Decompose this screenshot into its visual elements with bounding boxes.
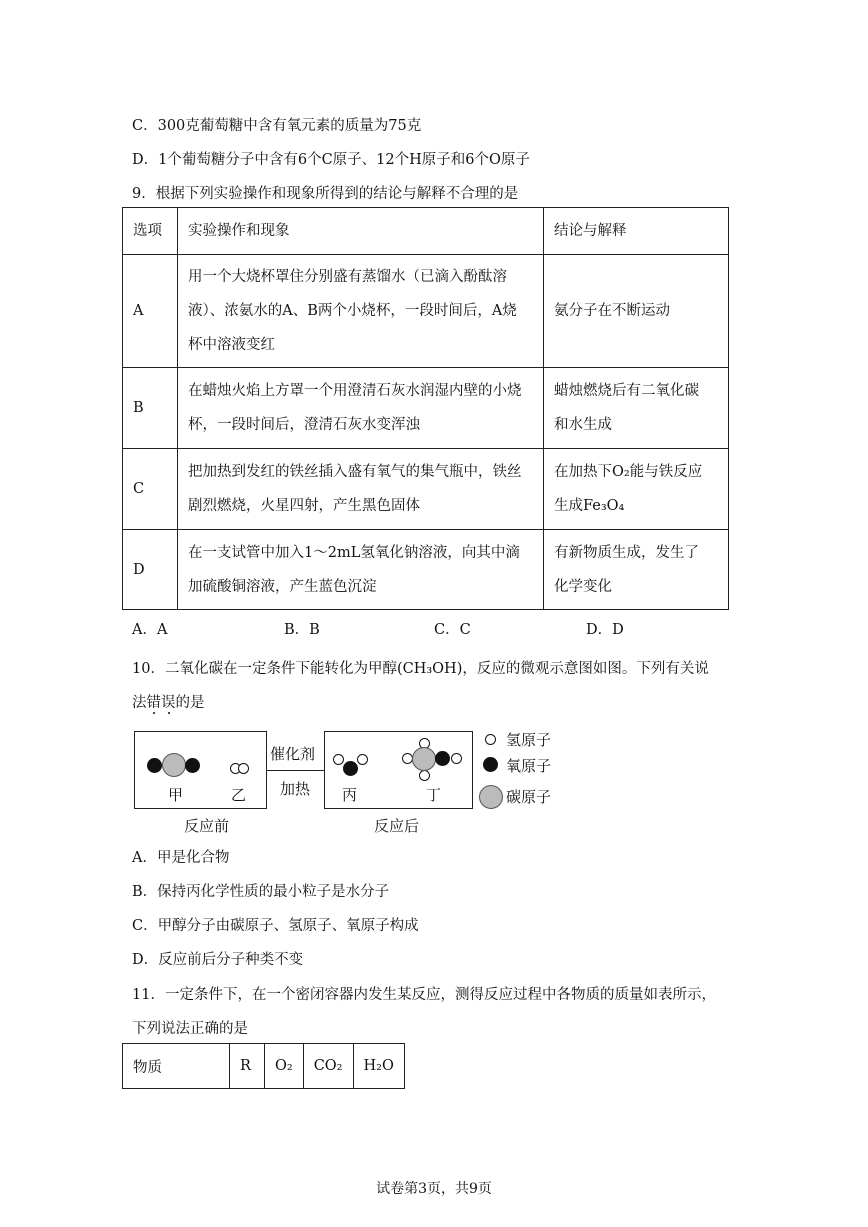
q9-choice-d: D．D — [586, 622, 624, 638]
oxygen-atom — [343, 761, 358, 776]
q9-row-option: C — [123, 449, 178, 530]
q11-stem-line1: 11．一定条件下，在一个密闭容器内发生某反应，测得反应过程中各物质的质量如表所示， — [132, 987, 716, 1003]
page-footer: 试卷第3页，共9页 — [376, 1181, 492, 1197]
q9-op-line: 加硫酸铜溶液，产生蓝色沉淀 — [188, 578, 377, 595]
q9-header-operation: 实验操作和现象 — [178, 208, 544, 255]
q9-header-row — [123, 208, 729, 255]
q9-op-line: 杯，一段时间后，澄清石灰水变浑浊 — [188, 417, 420, 433]
legend-hydrogen-label: 氢原子 — [506, 731, 552, 749]
q9-row-operation — [178, 255, 544, 368]
q10-option-b: B．保持丙化学性质的最小粒子是水分子 — [132, 884, 390, 900]
q9-row-operation — [178, 449, 544, 530]
q9-row-conclusion — [544, 530, 729, 610]
q9-choice-a: A．A — [132, 622, 168, 638]
q9-con-line: 和水生成 — [554, 417, 612, 433]
q9-row-option: D — [123, 530, 178, 610]
q9-row-c — [123, 449, 729, 530]
before-box — [134, 731, 267, 809]
q9-row-conclusion — [544, 255, 729, 368]
q9-op-line: 在蜡烛火焰上方罩一个用澄清石灰水润湿内壁的小烧 — [188, 383, 522, 399]
q9-header-conclusion: 结论与解释 — [544, 208, 729, 255]
q9-row-b — [123, 368, 729, 449]
q9-op-line: 用一个大烧杯罩住分别盛有蒸馏水（已滴入酚酞溶 — [188, 269, 507, 285]
q9-op-line: 把加热到发红的铁丝插入盛有氧气的集气瓶中，铁丝 — [188, 464, 522, 480]
label-yi: 乙 — [231, 786, 247, 804]
q9-con-line: 生成Fe₃O₄ — [554, 498, 625, 514]
q9-op-line: 杯中溶液变红 — [188, 337, 275, 353]
q10-stem-line2: 法错误的是 — [132, 695, 205, 711]
after-box — [324, 731, 473, 809]
q8-option-c: C．300克葡萄糖中含有氧元素的质量为75克 — [132, 118, 422, 134]
q9-con-line: 有新物质生成，发生了 — [554, 544, 699, 561]
q8-option-d: D．1个葡萄糖分子中含有6个C原子、12个H原子和6个O原子 — [132, 152, 530, 168]
q9-op-line: 剧烈燃烧，火星四射，产生黑色固体 — [188, 498, 420, 514]
q9-con-line: 在加热下O₂能与铁反应 — [554, 464, 703, 480]
q9-stem: 9．根据下列实验操作和现象所得到的结论与解释不合理的是 — [132, 186, 519, 202]
q9-row-option: B — [123, 368, 178, 449]
hydrogen-atom — [451, 753, 462, 764]
q9-row-operation — [178, 530, 544, 610]
oxygen-atom — [435, 751, 450, 766]
legend-hydrogen-icon — [485, 734, 496, 745]
q9-row-conclusion — [544, 368, 729, 449]
q11-header-h2o: H₂O — [353, 1044, 404, 1089]
q11-header-co2: CO₂ — [303, 1044, 353, 1089]
q9-con-line: 蜡烛燃烧后有二氧化碳 — [554, 383, 699, 399]
q11-header-substance: 物质 — [123, 1044, 230, 1089]
q9-header-option: 选项 — [123, 208, 178, 255]
label-bing: 丙 — [342, 786, 358, 804]
q10-option-a: A．甲是化合物 — [132, 850, 230, 866]
q11-stem-line2: 下列说法正确的是 — [132, 1021, 248, 1037]
q10-option-d: D．反应前后分子种类不变 — [132, 952, 304, 968]
before-caption: 反应前 — [184, 817, 230, 835]
q9-op-line: 液）、浓氨水的A、B两个小烧杯，一段时间后，A烧 — [188, 303, 517, 319]
reaction-arrow-line — [266, 770, 324, 771]
q11-header-r: R — [230, 1044, 265, 1089]
q9-op-line: 在一支试管中加入1～2mL氢氧化钠溶液，向其中滴 — [188, 544, 520, 561]
q9-con-line: 氨分子在不断运动 — [554, 303, 670, 319]
q11-table — [122, 1043, 405, 1089]
oxygen-atom — [185, 758, 200, 773]
carbon-atom — [162, 753, 186, 777]
label-ding: 丁 — [426, 786, 442, 804]
hydrogen-atom — [333, 754, 344, 765]
q9-row-operation — [178, 368, 544, 449]
q9-row-option: A — [123, 255, 178, 368]
carbon-atom — [412, 747, 436, 771]
heat-label: 加热 — [280, 780, 311, 798]
q11-header-row — [123, 1044, 405, 1089]
legend-carbon-label: 碳原子 — [506, 788, 552, 806]
hydrogen-atom — [419, 770, 430, 781]
q9-row-d — [123, 530, 729, 610]
q10-option-c: C．甲醇分子由碳原子、氢原子、氧原子构成 — [132, 918, 419, 934]
q9-choice-c: C．C — [434, 622, 471, 638]
legend-oxygen-label: 氧原子 — [506, 757, 552, 775]
q9-row-a — [123, 255, 729, 368]
q9-row-conclusion — [544, 449, 729, 530]
q11-header-o2: O₂ — [265, 1044, 304, 1089]
q9-choice-b: B．B — [284, 622, 320, 638]
oxygen-atom — [147, 758, 162, 773]
catalyst-label: 催化剂 — [270, 745, 316, 763]
emphasis-dot — [168, 712, 170, 714]
legend-carbon-icon — [479, 785, 503, 809]
legend-oxygen-icon — [483, 757, 498, 772]
label-jia: 甲 — [168, 786, 184, 804]
hydrogen-atom — [238, 763, 249, 774]
after-caption: 反应后 — [374, 817, 420, 835]
q10-stem-line1: 10．二氧化碳在一定条件下能转化为甲醇(CH₃OH)，反应的微观示意图如图。下列有关说 — [132, 661, 709, 677]
emphasis-dot — [153, 712, 155, 714]
q9-table — [122, 207, 729, 610]
q9-con-line: 化学变化 — [554, 578, 612, 595]
hydrogen-atom — [357, 754, 368, 765]
